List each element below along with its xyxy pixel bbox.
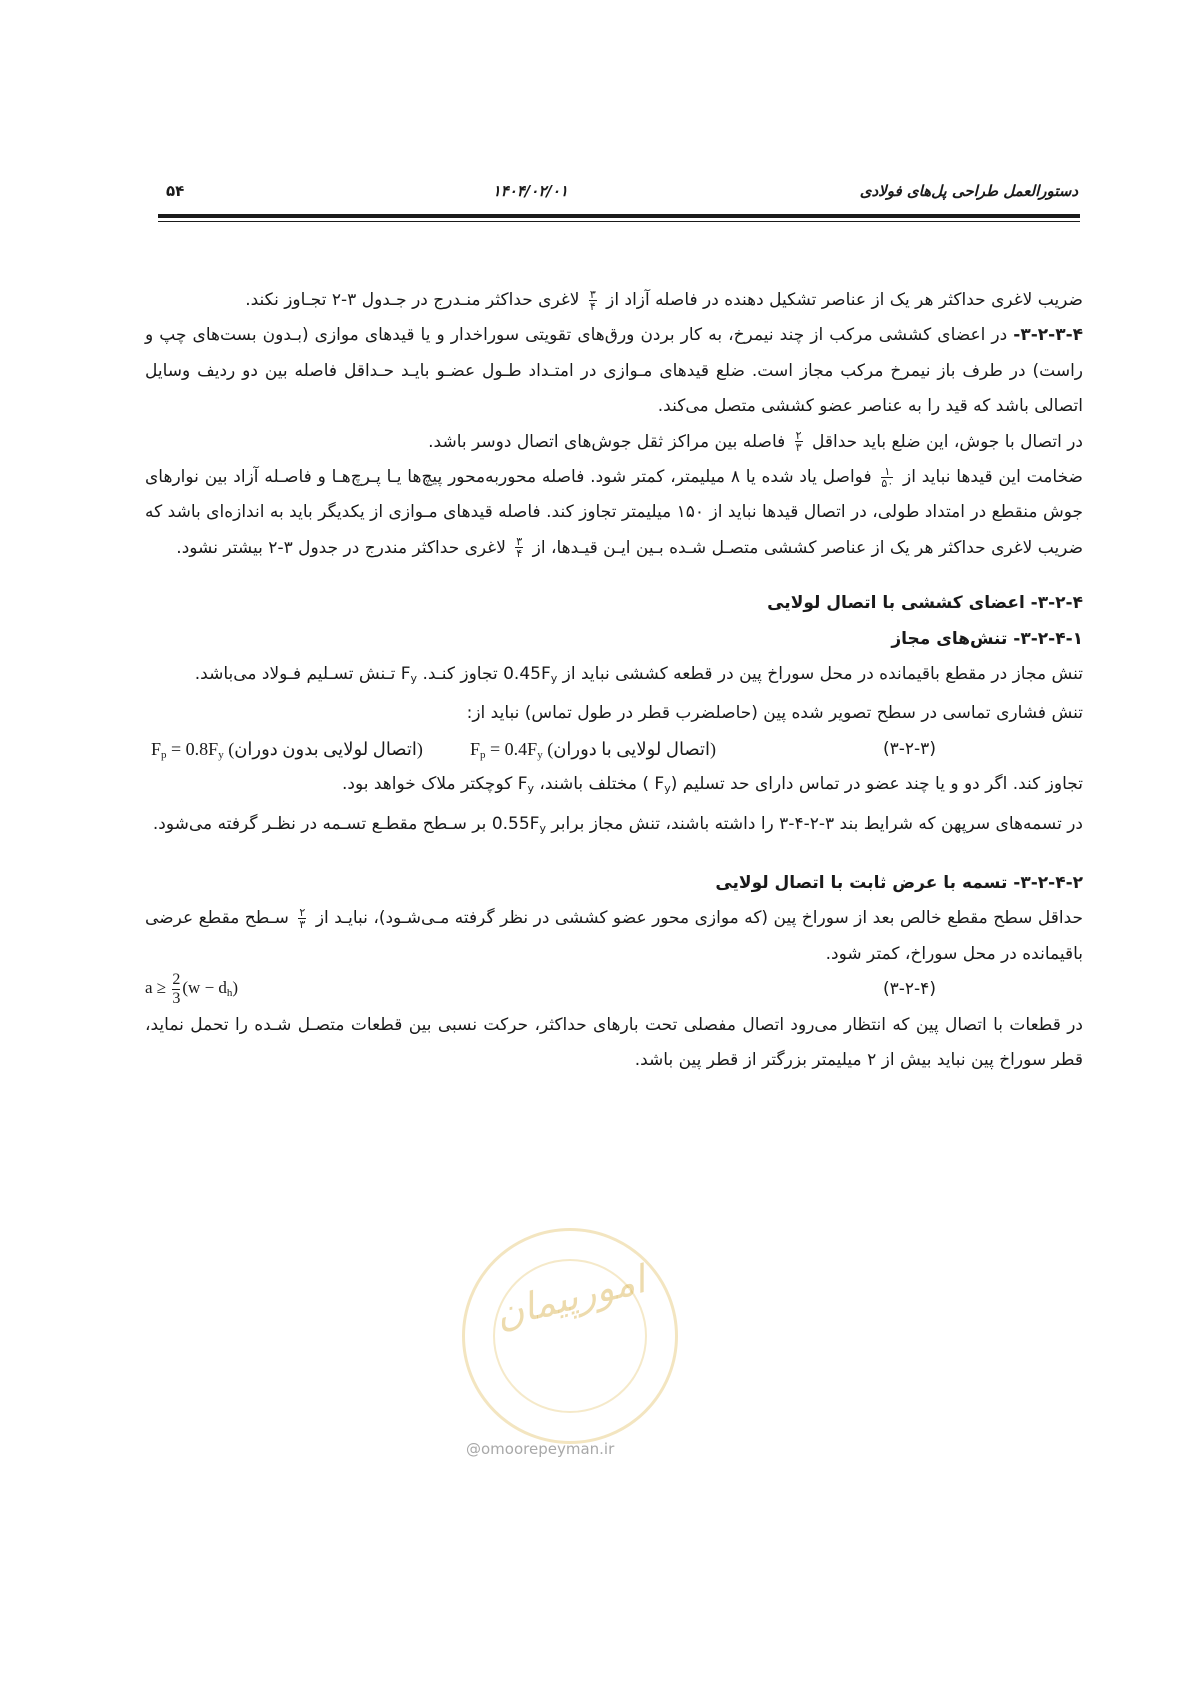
section-heading-3-2-4-1: ۳-۲-۴-۱- تنش‌های مجاز xyxy=(891,628,1083,649)
paragraph-allowable-stress: تنش مجاز در مقطع باقیمانده در محل سوراخ پین در قطعه کششی نباید از $0.45F_y$ تجاوز کنـد. $F_y$ تـنش تسـلیم فـولاد می‌باشد. xyxy=(194,664,1083,686)
paragraph-contact: تجاوز کند. اگر دو و یا چند عضو در تماس دارای حد تسلیم ($F_y$ ) مختلف باشند، $F_y$ کوچکتر ملاک خواهد بود. xyxy=(341,774,1083,796)
section-number: ۳-۲-۳-۴- xyxy=(1013,325,1084,346)
fraction: $\frac{۱}{۵۰}$ xyxy=(881,464,894,490)
section-heading-3-2-4-2: ۳-۲-۴-۲- تسمه با عرض ثابت با اتصال لولایی xyxy=(715,873,1083,894)
header-rule-thin xyxy=(158,221,1080,222)
paragraph-bearing: تنش فشاری تماسی در سطح تصویر شده پین (حاصلضرب قطر در طول تماس) نباید از: xyxy=(466,703,1083,724)
section-heading-3-2-4: ۳-۲-۴- اعضای کششی با اتصال لولایی xyxy=(767,593,1083,614)
fraction: $\frac{۳}{۴}$ xyxy=(589,287,596,313)
paragraph-thickness: ضخامت این قیدها نباید از $\frac{۱}{۵۰}$ فواصل یاد شده یا ۸ میلیمتر، کمتر شود. فاصله محوربه‌محور پیچ‌ها یـا پـرچ‌هـا و فاصـله آزاد بین نوارهای جوش منقطع در امتداد طولی، در اتصال قیدها نباید از ۱۵۰ میلیمتر تجاوز کند. فاصله قیدهای مـوازی از یکدیگر باید به اندازه‌ای باشد که ضریب لاغری حداکثر هر یک از عناصر کششی متصـل شـده بـین ایـن قیـدها، از $\frac{۳}{۴}$ لاغری حداکثر مندرج در جدول ۳-۲ بیشتر نشود. xyxy=(145,464,1084,561)
fraction: $\frac{۳}{۴}$ xyxy=(516,535,523,561)
equation-3-2-4 xyxy=(145,972,1083,1007)
fraction: $\frac{۲}{۳}$ xyxy=(299,905,306,931)
header-rule-thick xyxy=(158,214,1080,218)
seal-text: امورپیمان xyxy=(490,1257,650,1337)
running-title: دستورالعمل طراحی پل‌های فولادی xyxy=(859,182,1078,200)
page-body xyxy=(145,283,1083,1079)
paragraph-slenderness: ضریب لاغری حداکثر هر یک از عناصر تشکیل دهنده در فاصله آزاد از $\frac{۳}{۴}$ لاغری حداکثر منـدرج در جـدول ۳-۲ تجـاوز نکند. xyxy=(245,287,1083,313)
page-header xyxy=(158,182,1078,204)
header-date: ۱۴۰۴/۰۲/۰۱ xyxy=(492,182,568,200)
equation-3-2-3 xyxy=(145,732,1083,767)
watermark-site: @omoorepeyman.ir xyxy=(466,1440,615,1458)
page-number: ۵۴ xyxy=(166,182,185,200)
equation-number: (۳-۲-۳) xyxy=(883,738,936,759)
equation-with-rotation: $F_p = 0.4F_y$ (اتصال لولایی با دوران) xyxy=(470,738,717,761)
paragraph-weld: در اتصال با جوش، این ضلع باید حداقل $\frac{۲}{۳}$ فاصله بین مراکز ثقل جوش‌های اتصال دوسر باشد. xyxy=(428,429,1083,455)
section-3-2-3-4: ۳-۲-۳-۴- در اعضای کششی مرکب از چند نیمرخ، به کار بردن ورق‌های تقویتی سوراخدار و یا قیدهای موازی (بـدون بست‌های چپ و راست) در طرف باز نیمرخ مرکب مجاز است. ضلع قیدهای مـوازی در امتـداد طـول عضـو بایـد حـداقل فاصله بین دو ردیف وسایل اتصالی باشد که قید را به عناصر عضو کششی متصل می‌کند. xyxy=(145,325,1084,417)
fraction: $\frac{۲}{۳}$ xyxy=(795,429,802,455)
watermark-seal xyxy=(462,1228,678,1444)
equation-net-area: a ≥ $\frac{2}{3}$ $(w - d_h)$ xyxy=(145,970,239,1007)
equation-number: (۳-۲-۴) xyxy=(883,979,936,1000)
equation-no-rotation: $F_p = 0.8F_y$ (اتصال لولایی بدون دوران) xyxy=(151,738,423,761)
paragraph-net-section: حداقل سطح مقطع خالص بعد از سوراخ پین (که موازی محور عضو کششی در نظر گرفته مـی‌شـود)، نبایـد از $\frac{۲}{۳}$ سـطح مقطع عرضی باقیمانده در محل سوراخ، کمتر شود. xyxy=(145,905,1084,964)
paragraph-pin-hole: در قطعات با اتصال پین که انتظار می‌رود اتصال مفصلی تحت بارهای حداکثر، حرکت نسبی بین قطعات متصـل شـده را تحمل نماید، قطر سوراخ پین نباید بیش از ۲ میلیمتر بزرگتر از قطر پین باشد. xyxy=(145,1014,1083,1071)
paragraph-eyebar: در تسمه‌های سرپهن که شرایط بند ۳-۲-۴-۳ را داشته باشند، تنش مجاز برابر $0.55F_y$ بر سـطح مقطـع تسـمه در نظـر گرفته می‌شود. xyxy=(152,813,1083,835)
